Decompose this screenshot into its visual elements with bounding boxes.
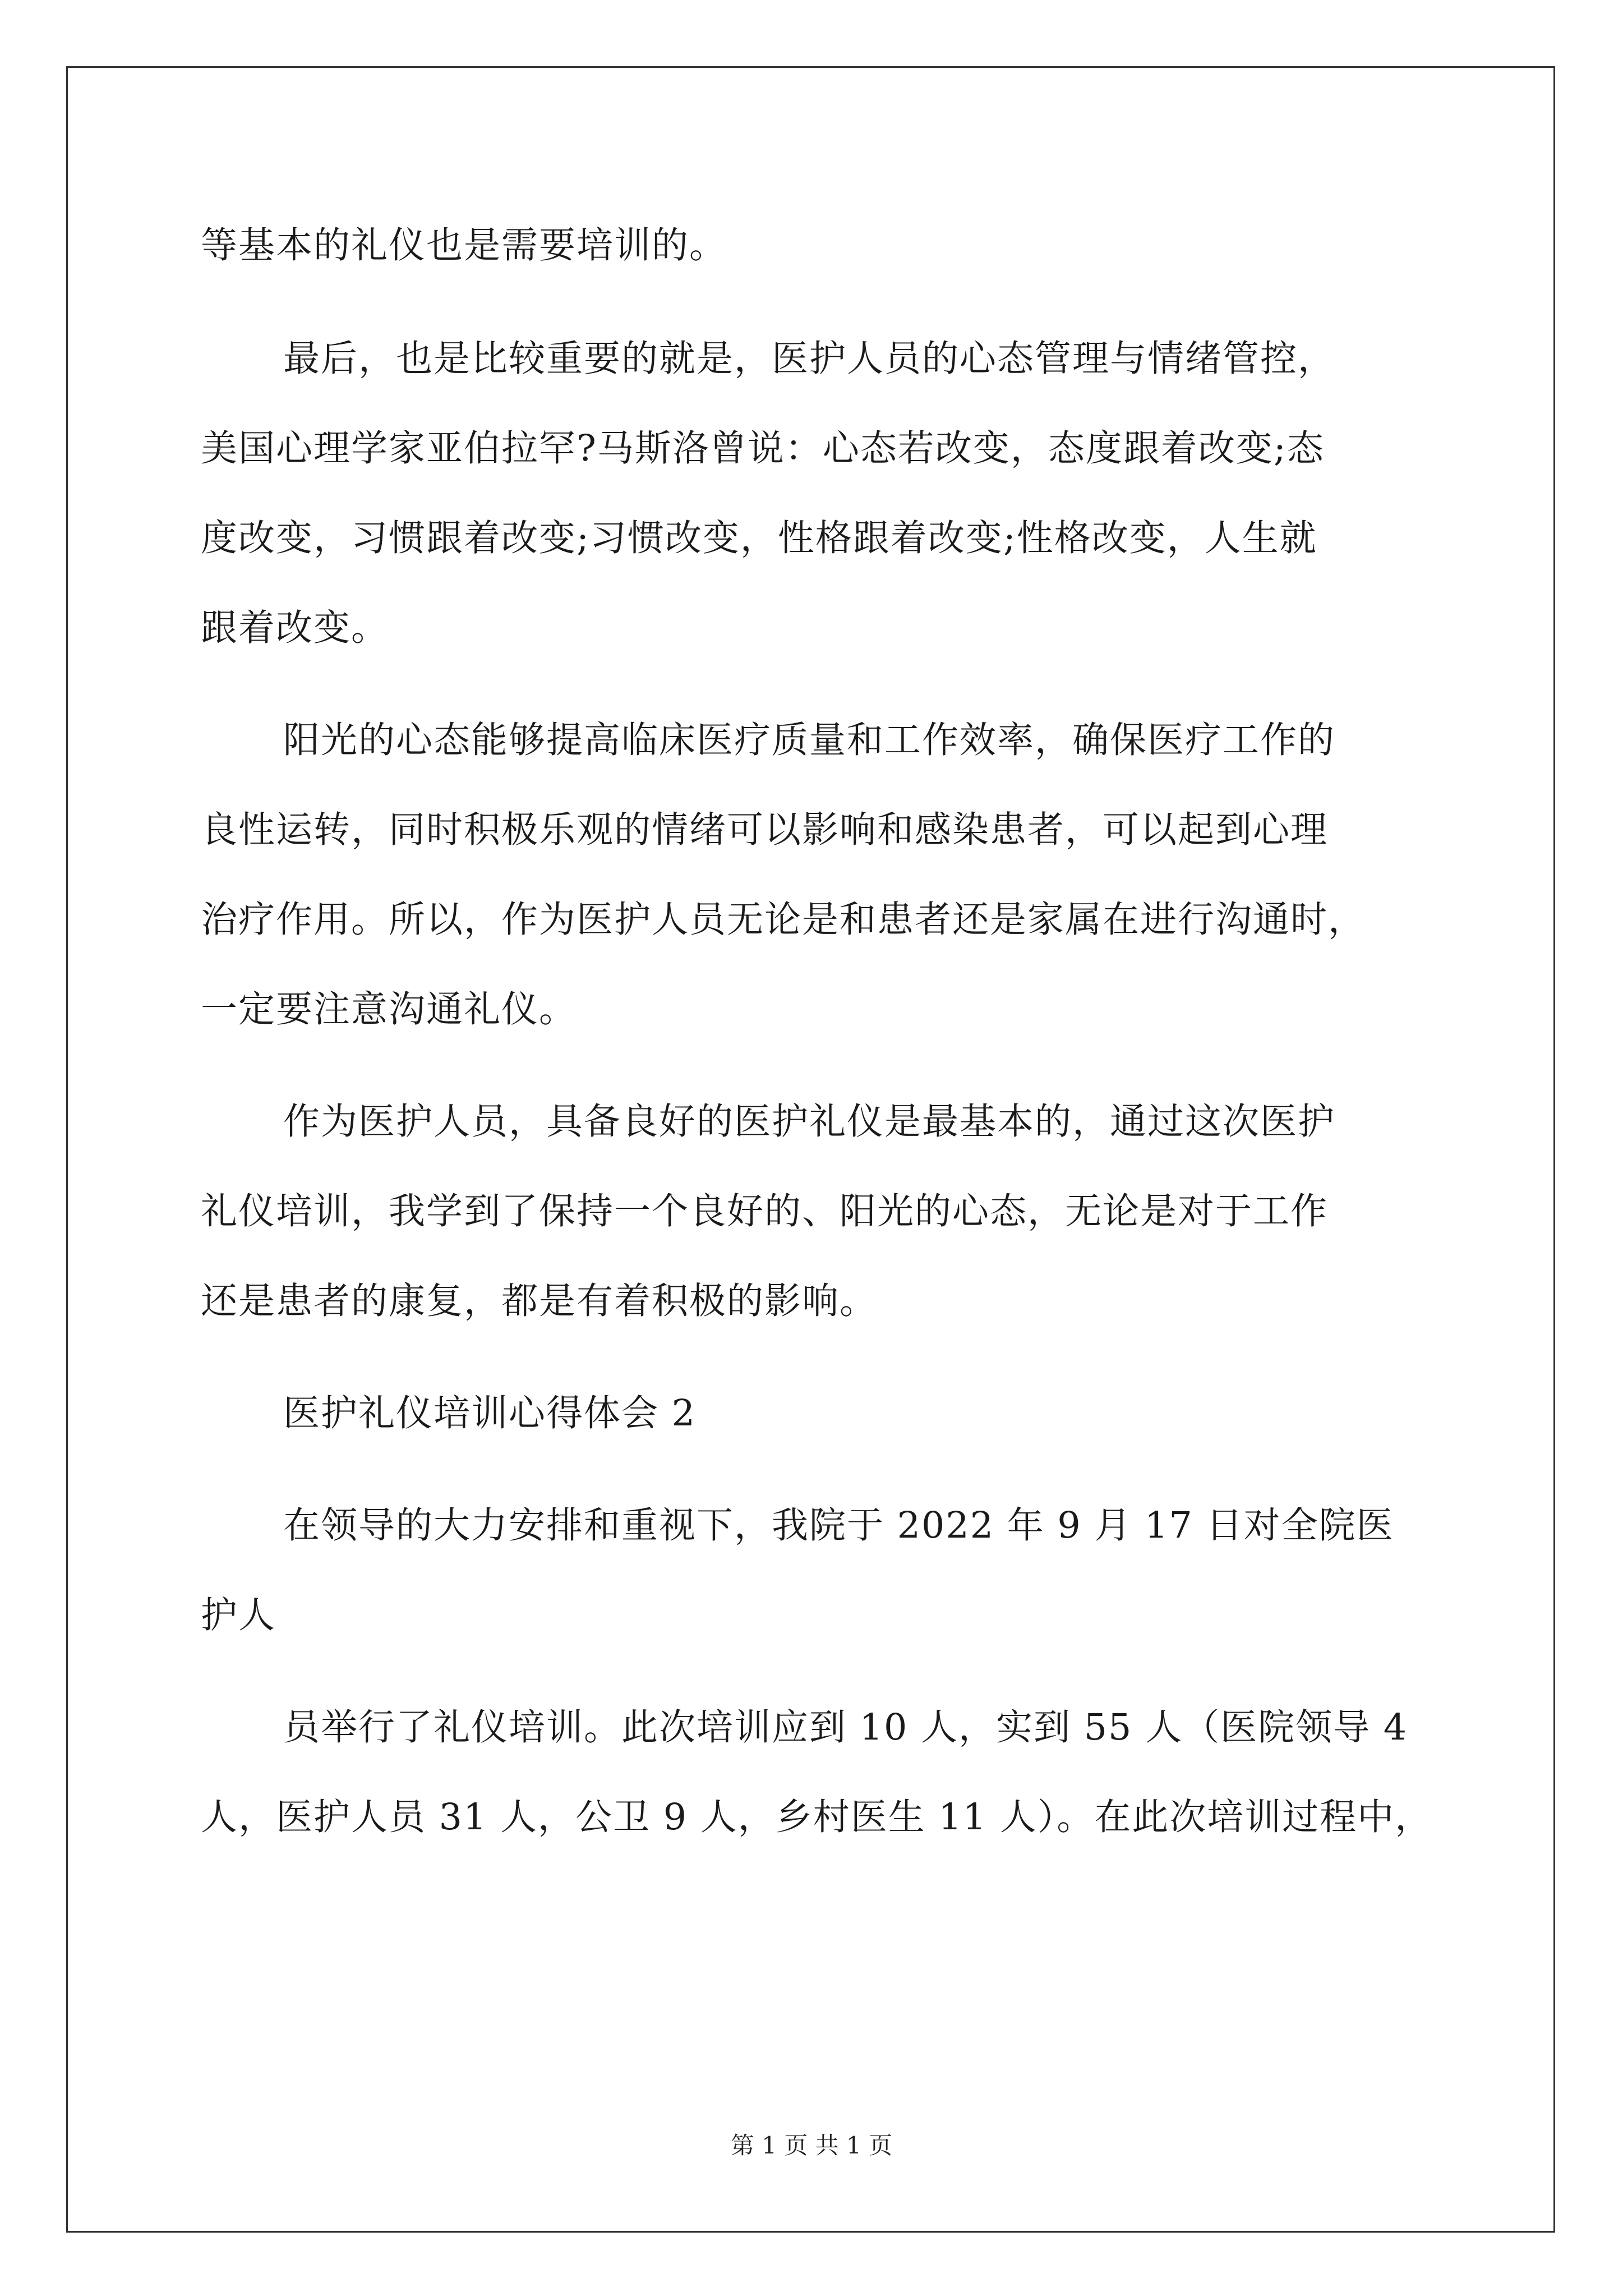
text-line: 作为医护人员，具备良好的医护礼仪是最基本的，通过这次医护	[283, 1101, 1336, 1143]
text-line: 一定要注意沟通礼仪。	[201, 988, 577, 1030]
text-line: 阳光的心态能够提高临床医疗质量和工作效率，确保医疗工作的	[283, 719, 1336, 761]
text-line: 治疗作用。所以，作为医护人员无论是和患者还是家属在进行沟通时，	[201, 899, 1366, 941]
text-line: 跟着改变。	[201, 607, 389, 649]
text-line: 还是患者的康复，都是有着积极的影响。	[201, 1280, 878, 1322]
text-line: 礼仪培训，我学到了保持一个良好的、阳光的心态，无论是对于工作	[201, 1190, 1329, 1232]
text-line: 在领导的大力安排和重视下，我院于 2022 年 9 月 17 日对全院医	[283, 1504, 1394, 1547]
page-footer: 第 1 页 共 1 页	[730, 2132, 893, 2159]
page-border	[66, 66, 1555, 2233]
text-line: 美国心理学家亚伯拉罕?马斯洛曾说：心态若改变，态度跟着改变;态	[201, 427, 1325, 470]
text-line: 人，医护人员 31 人，公卫 9 人，乡村医生 11 人）。在此次培训过程中，	[201, 1796, 1433, 1838]
section-heading: 医护礼仪培训心得体会 2	[283, 1392, 697, 1434]
text-line: 度改变，习惯跟着改变;习惯改变，性格跟着改变;性格改变，人生就	[201, 517, 1317, 559]
text-line: 员举行了礼仪培训。此次培训应到 10 人，实到 55 人（医院领导 4	[283, 1706, 1408, 1749]
text-line: 良性运转，同时积极乐观的情绪可以影响和感染患者，可以起到心理	[201, 809, 1329, 851]
text-line: 等基本的礼仪也是需要培训的。	[201, 224, 727, 266]
text-line: 护人	[201, 1594, 276, 1636]
text-line: 最后，也是比较重要的就是，医护人员的心态管理与情绪管控，	[283, 338, 1336, 380]
